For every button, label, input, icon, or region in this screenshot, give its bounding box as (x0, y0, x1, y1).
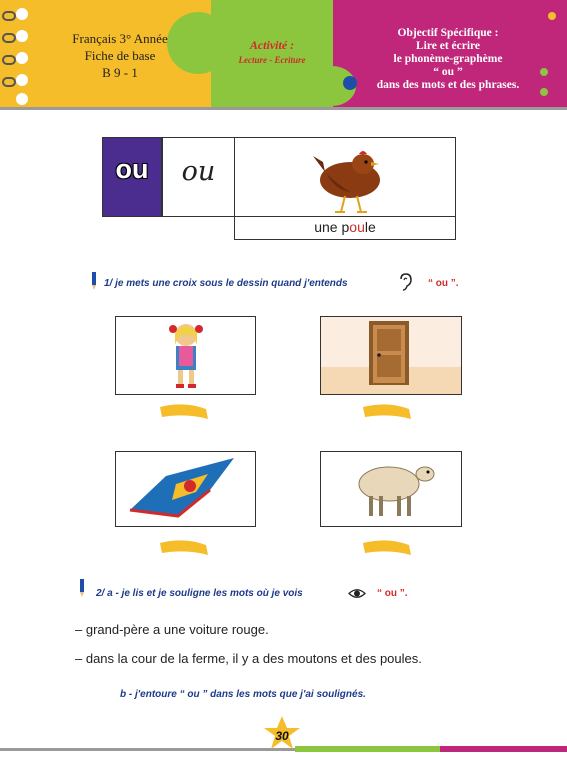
exercise2-part-b: b - j'entoure “ ou ” dans les mots que j'ai soulignés. (120, 689, 366, 700)
binder-hole (16, 93, 28, 105)
door-illustration (321, 317, 461, 394)
word-highlight: ou (349, 219, 365, 235)
hen-illustration (235, 138, 455, 216)
activity-title: Activité : (249, 38, 295, 52)
header-course-info: Français 3° Année Fiche de base B 9 - 1 (72, 31, 168, 80)
sentence-1: – grand-père a une voiture rouge. (75, 622, 269, 637)
exercise1-sound: “ ou ”. (428, 278, 459, 289)
sentence-2: – dans la cour de la ferme, il y a des moutons et des poules. (75, 651, 422, 666)
activity-subtitle: Lecture - Ecriture (238, 55, 306, 65)
answer-mark-door[interactable] (361, 403, 413, 421)
decor-dot (548, 12, 556, 20)
header-objective: Objectif Spécifique : Lire et écrire le phonème-graphème “ ou ” dans des mots et des phrases. (376, 27, 520, 91)
exercise1-instruction: 1/ je mets une croix sous le dessin quand j'entends (104, 278, 348, 289)
binder-ring (2, 77, 16, 87)
binder-hole (16, 8, 28, 20)
exercise2-instruction: 2/ a - je lis et je souligne les mots où je vois (96, 588, 303, 599)
hen-picture-cell (234, 137, 456, 217)
answer-mark-sheep[interactable] (361, 539, 413, 557)
scarf-picture[interactable] (115, 451, 256, 527)
pencil-icon (78, 579, 86, 597)
binder-hole (16, 74, 28, 86)
doll-picture[interactable] (115, 316, 256, 395)
scarf-illustration (116, 452, 255, 526)
exercise2-sound: “ ou ”. (377, 588, 408, 599)
doll-illustration (116, 317, 255, 394)
pencil-icon (90, 272, 98, 290)
eye-icon (348, 588, 366, 599)
sheep-illustration (321, 452, 461, 526)
binder-ring (2, 11, 16, 21)
answer-mark-scarf[interactable] (158, 539, 210, 557)
binder-ring (2, 33, 16, 43)
header-activity (215, 38, 329, 65)
binder-hole (16, 52, 28, 64)
binder-hole (16, 30, 28, 42)
sheep-picture[interactable] (320, 451, 462, 527)
grapheme-print: ou (115, 154, 149, 184)
door-picture[interactable] (320, 316, 462, 395)
page-number: 30 (275, 729, 289, 743)
footer-green-bar (295, 746, 440, 752)
ear-icon (398, 273, 412, 291)
footer-pink-bar (440, 746, 567, 752)
header-divider (0, 107, 567, 110)
example-word: une poule (314, 219, 376, 235)
answer-mark-doll[interactable] (158, 403, 210, 421)
grapheme-script: ou (181, 156, 216, 187)
binder-ring (2, 55, 16, 65)
